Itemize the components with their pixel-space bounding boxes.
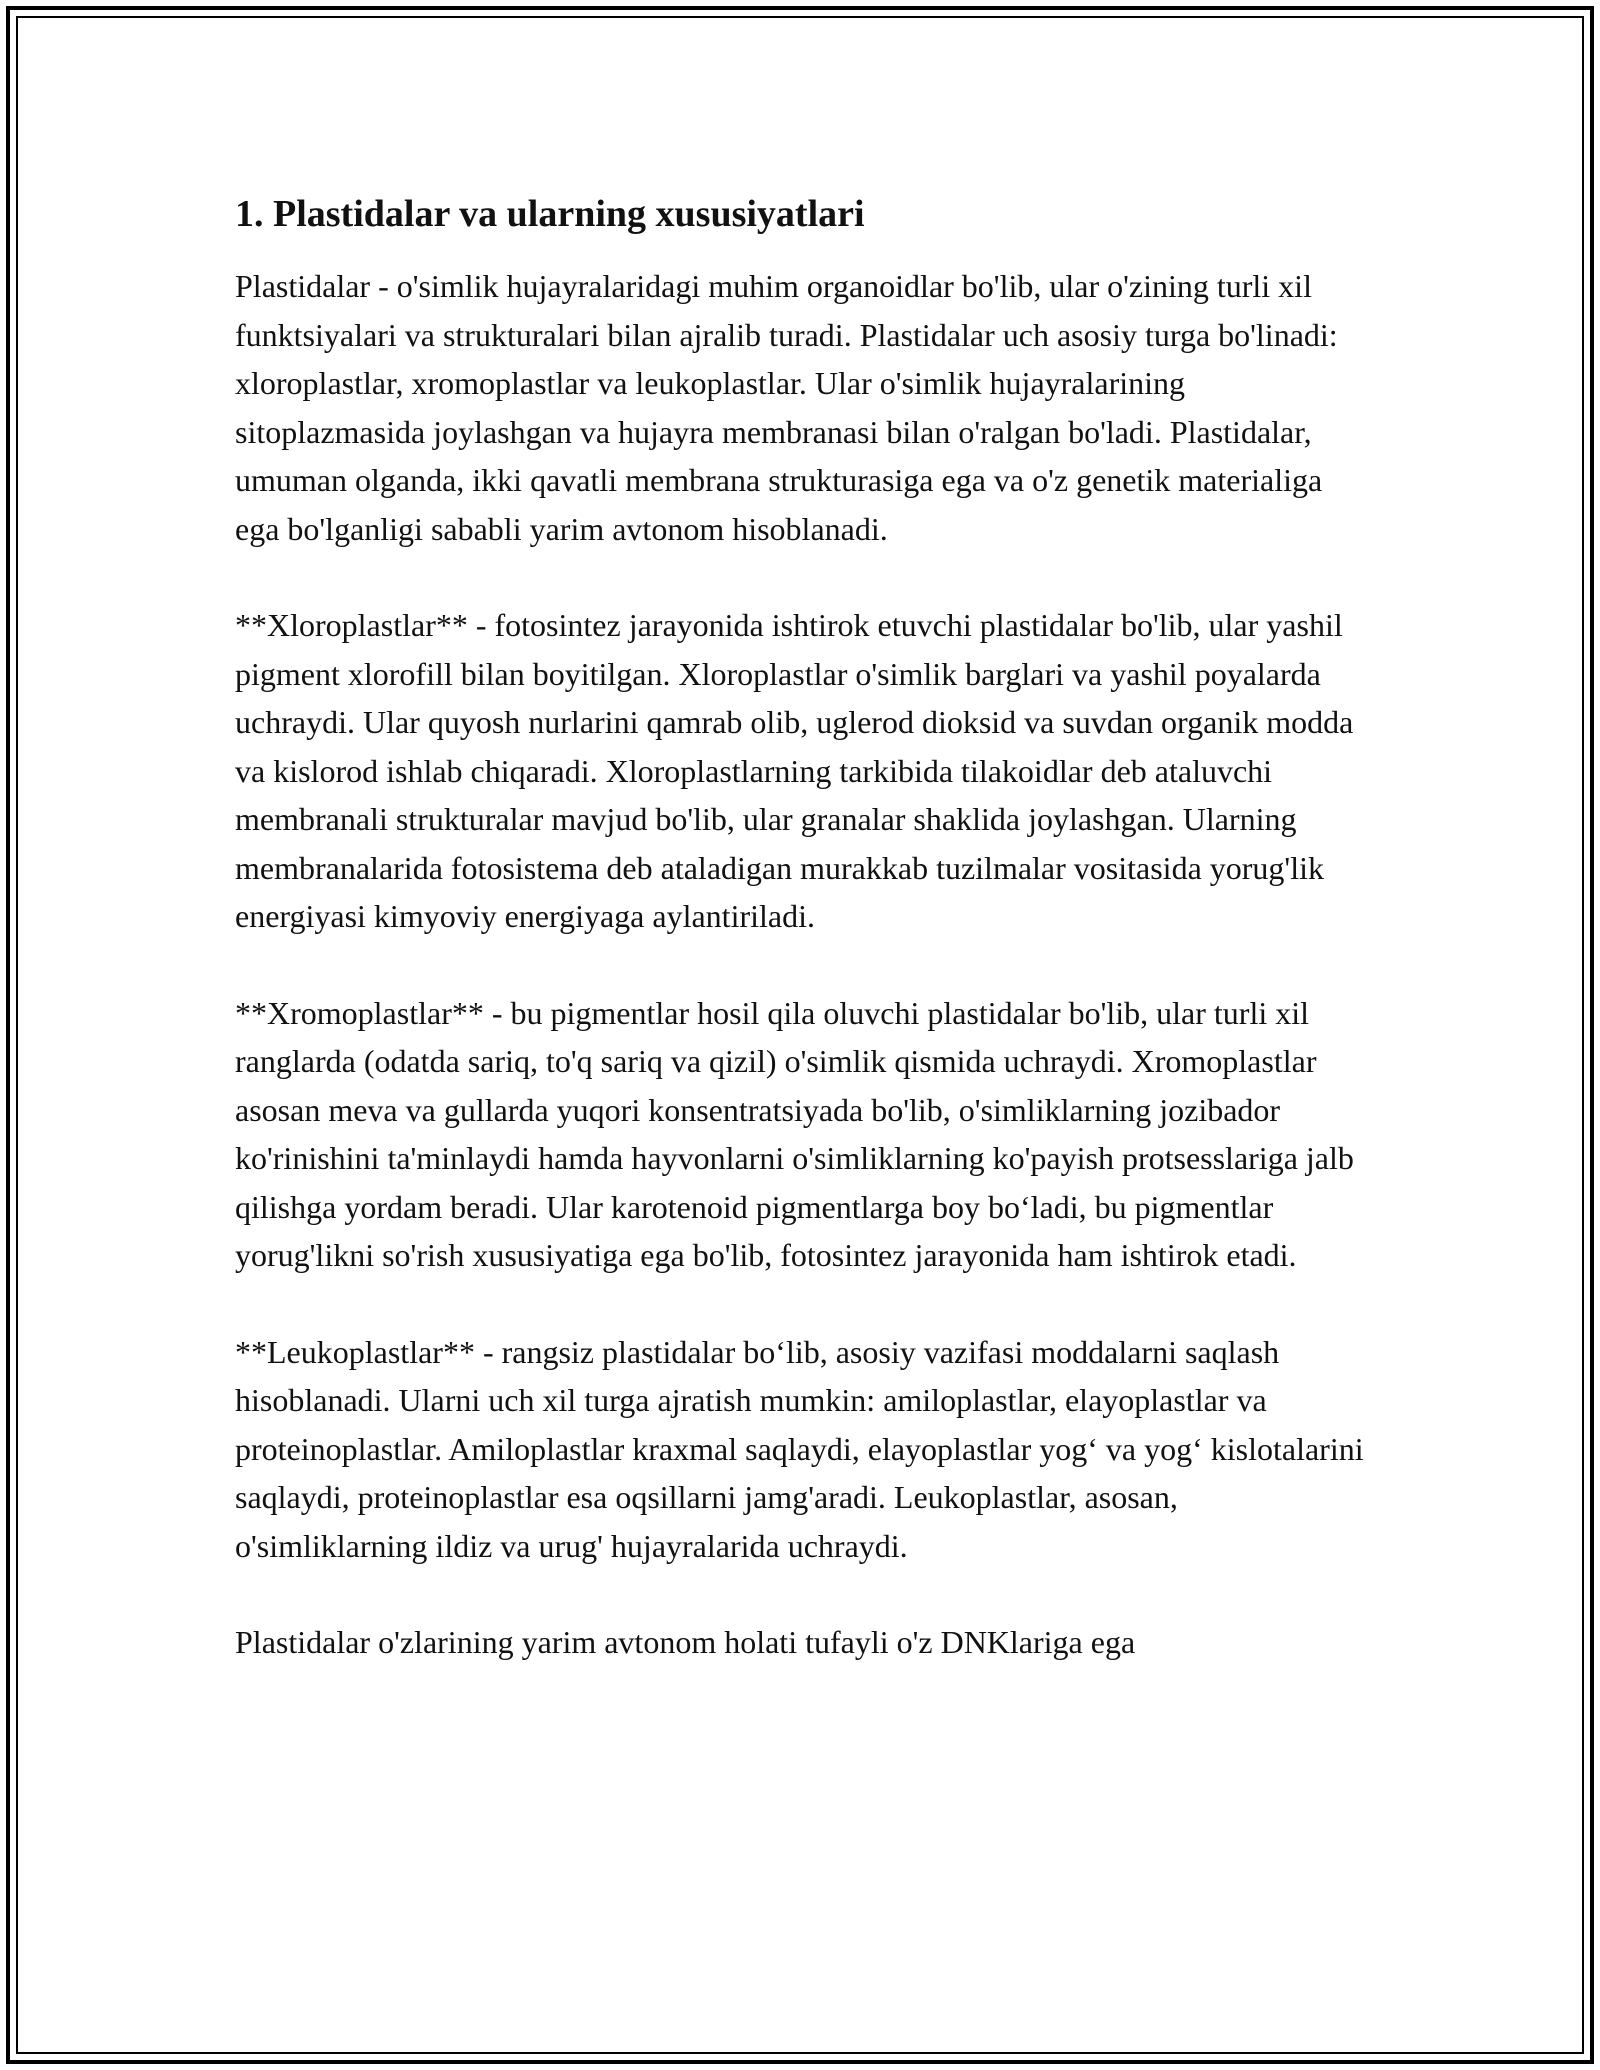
document-body bbox=[235, 188, 1365, 1667]
paragraph-leukoplastlar: **Leukoplastlar** - rangsiz plastidalar bo‘lib, asosiy vazifasi moddalarni saqlash hisoblanadi. Ularni uch xil turga ajratish mumkin: amiloplastlar, elayoplastlar va proteinoplastlar. Amiloplastlar kraxmal saqlaydi, elayoplastlar yog‘ va yog‘ kislotalarini saqlaydi, proteinoplastlar esa oqsillarni jamg'aradi. Leukoplastlar, asosan, o'simliklarning ildiz va urug' hujayralarida uchraydi. bbox=[235, 1333, 1364, 1564]
paragraph-xloroplastlar: **Xloroplastlar** - fotosintez jarayonida ishtirok etuvchi plastidalar bo'lib, ular yashil pigment xlorofill bilan boyitilgan. Xloroplastlar o'simlik barglari va yashil poyalarda uchraydi. Ular quyosh nurlarini qamrab olib, uglerod dioksid va suvdan organik modda va kislorod ishlab chiqaradi. Xloroplastlarning tarkibida tilakoidlar deb ataluvchi membranali strukturalar mavjud bo'lib, ular granalar shaklida joylashgan. Ularning membranalarida fotosistema deb ataladigan murakkab tuzilmalar vositasida yorug'lik energiyasi kimyoviy energiyaga aylantiriladi. bbox=[235, 607, 1354, 934]
section-title: 1. Plastidalar va ularning xususiyatlari bbox=[235, 193, 865, 235]
paragraph-intro: Plastidalar - o'simlik hujayralaridagi muhim organoidlar bo'lib, ular o'zining turli xil funktsiyalari va strukturalari bilan ajralib turadi. Plastidalar uch asosiy turga bo'linadi: xloroplastlar, xromoplastlar va leukoplastlar. Ular o'simlik hujayralarining sitoplazmasida joylashgan va hujayra membranasi bilan o'ralgan bo'ladi. Plastidalar, umuman olganda, ikki qavatli membrana strukturasiga ega va o'z genetik materialiga ega bo'lganligi sababli yarim avtonom hisoblanadi. bbox=[235, 268, 1338, 547]
paragraph-closing: Plastidalar o'zlarining yarim avtonom holati tufayli o'z DNKlariga ega bbox=[235, 1624, 1136, 1660]
paragraph-xromoplastlar: **Xromoplastlar** - bu pigmentlar hosil qila oluvchi plastidalar bo'lib, ular turli xil ranglarda (odatda sariq, to'q sariq va qizil) o'simlik qismida uchraydi. Xromoplastlar asosan meva va gullarda yuqori konsentratsiyada bo'lib, o'simliklarning jozibador ko'rinishini ta'minlaydi hamda hayvonlarni o'simliklarning ko'payish protsesslariga jalb qilishga yordam beradi. Ular karotenoid pigmentlarga boy bo‘ladi, bu pigmentlar yorug'likni so'rish xususiyatiga ega bo'lib, fotosintez jarayonida ham ishtirok etadi. bbox=[235, 994, 1354, 1273]
